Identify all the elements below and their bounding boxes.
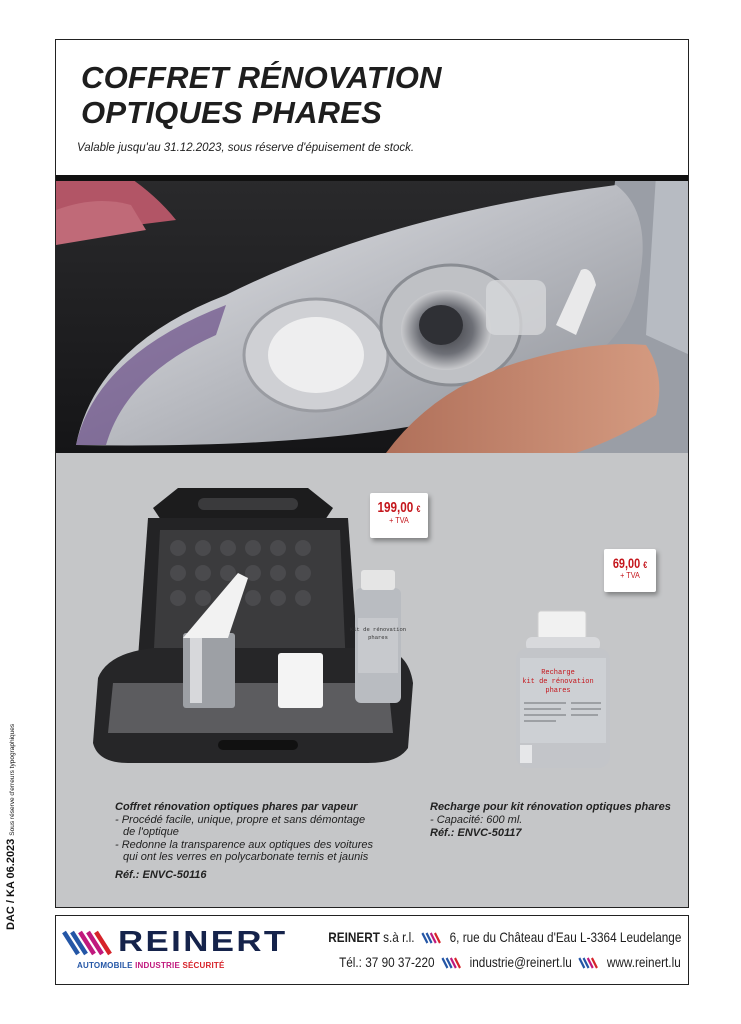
side-note xyxy=(5,724,17,930)
refill-bottle-label-line-2: kit de rénovation xyxy=(522,678,594,686)
refill-bullet: - Capacité: 600 ml. xyxy=(430,813,523,826)
kit-bullet: qui ont les verres en polycarbonate ternis et jaunis xyxy=(123,851,369,863)
stripes-icon xyxy=(579,957,601,969)
kit-description xyxy=(115,801,395,881)
tag-industrie: INDUSTRIE xyxy=(135,961,180,970)
refill-currency: € xyxy=(643,560,648,570)
logo-tagline xyxy=(77,961,225,970)
validity-note: Valable jusqu'au 31.12.2023, sous réserve d'épuisement de stock. xyxy=(77,142,415,154)
product-panel xyxy=(56,453,689,908)
page-title xyxy=(81,60,442,130)
flyer-frame xyxy=(55,39,689,908)
refill-price: 69,00 xyxy=(612,555,641,571)
refill-heading: Recharge pour kit rénovation optiques phares xyxy=(430,801,671,813)
kit-bullet: - Redonne la transparence aux optiques des voitures xyxy=(115,838,374,851)
refill-tax: + TVA xyxy=(620,570,640,580)
refill-description xyxy=(430,801,688,840)
company-address: 6, rue du Château d'Eau L-3364 Leudelange xyxy=(449,929,681,945)
stripes-icon xyxy=(441,957,463,969)
kit-tax: + TVA xyxy=(389,515,409,525)
company-suffix: s.à r.l. xyxy=(382,929,415,945)
refill-price-tag xyxy=(604,549,656,592)
refill-bottle-label-line-1: Recharge xyxy=(541,669,575,677)
tag-automobile: AUTOMOBILE xyxy=(77,961,133,970)
contact-line-1 xyxy=(328,929,681,945)
kit-price-tag xyxy=(370,493,428,538)
kit-ref: Réf.: ENVC-50116 xyxy=(115,868,207,881)
tag-securite: SÉCURITÉ xyxy=(182,961,225,970)
kit-bullet: - Procédé facile, unique, propre et sans démontage xyxy=(115,813,366,826)
company-website[interactable]: www.reinert.lu xyxy=(607,954,681,970)
company-email[interactable]: industrie@reinert.lu xyxy=(469,954,573,970)
kit-heading: Coffret rénovation optiques phares par vapeur xyxy=(115,801,358,813)
contact-line-2 xyxy=(339,954,681,970)
title-line-2: OPTIQUES PHARES xyxy=(81,95,382,130)
side-disclaimer: Sous réserve d'erreurs typographiques xyxy=(9,723,16,836)
kit-currency: € xyxy=(416,504,421,514)
title-line-1: COFFRET RÉNOVATION xyxy=(81,60,442,95)
kit-bottle-label-line-2: phares xyxy=(368,634,388,641)
headlight-photo xyxy=(56,175,689,453)
refill-bottle-label-line-3: phares xyxy=(545,687,571,695)
kit-bottle-label-line-1: Kit de rénovation xyxy=(349,626,407,633)
side-code: DAC / KA 06.2023 xyxy=(5,838,17,930)
company-phone: Tél.: 37 90 37-220 xyxy=(339,954,435,970)
refill-ref: Réf.: ENVC-50117 xyxy=(430,827,522,839)
logo-wordmark: REINERT xyxy=(118,926,288,958)
kit-bullet: de l'optique xyxy=(123,826,179,838)
kit-case-image xyxy=(78,478,418,768)
stripes-icon xyxy=(421,932,443,944)
company-name: REINERT xyxy=(327,929,380,945)
kit-price: 199,00 xyxy=(377,499,414,516)
refill-bottle-image xyxy=(506,603,626,773)
logo-stripes-icon xyxy=(62,930,118,956)
footer xyxy=(55,915,689,985)
